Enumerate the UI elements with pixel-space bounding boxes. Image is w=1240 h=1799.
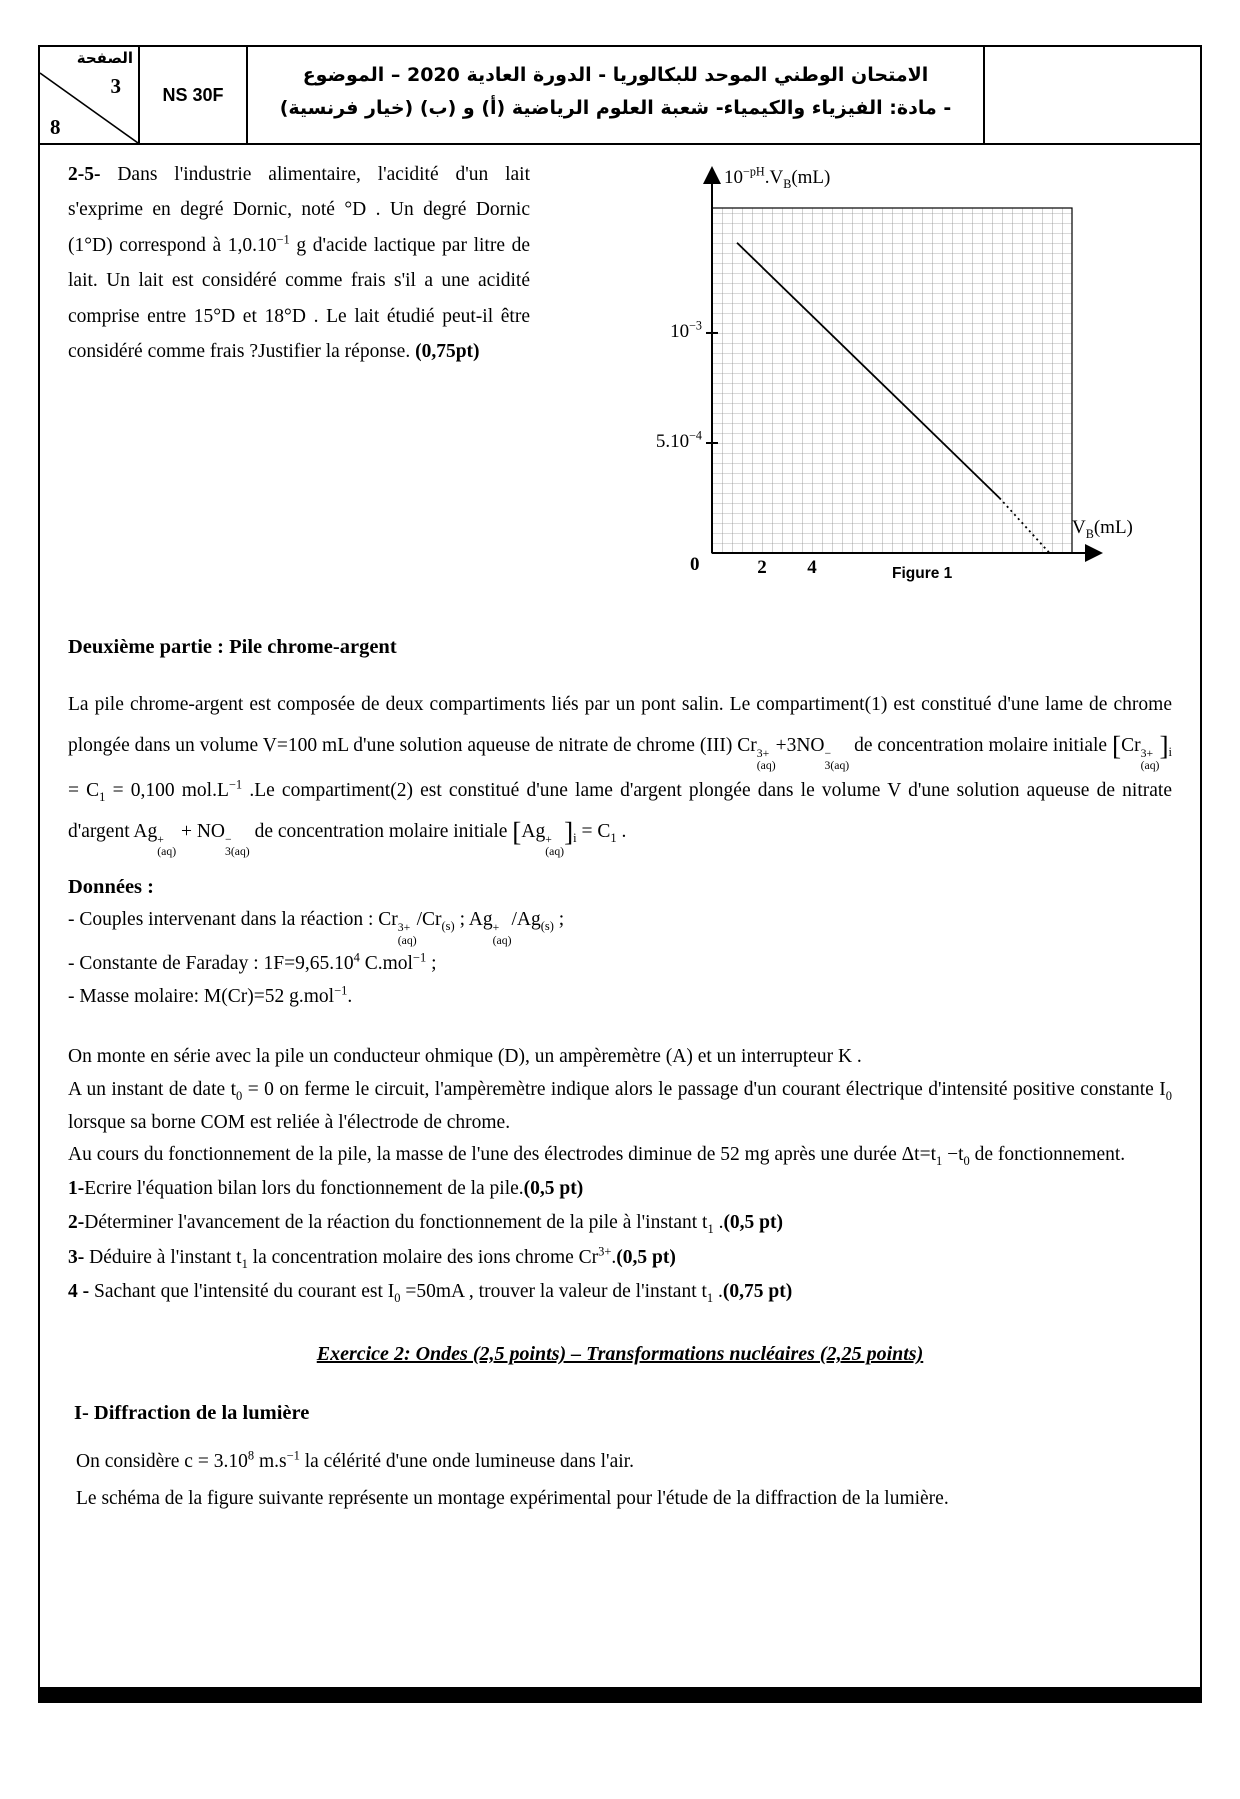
donnees-item-masse-molaire: - Masse molaire: M(Cr)=52 g.mol$^{-1}$. [68, 983, 353, 1007]
part2-paragraph-line1: On monte en série avec la pile un conducteur ohmique (D), un ampèremètre (A) et un interrupteur K . [68, 1046, 862, 1068]
part2-paragraph [68, 1041, 1172, 1172]
question-3: 3- Déduire à l'instant $t_1$ la concentration molaire des ions chrome $Cr^{3+}.(0,5$ pt) [68, 1244, 676, 1271]
part2-paragraph-line3: Au cours du fonctionnement de la pile, la masse de l'une des électrodes diminue de 52 mg après une durée $\Delta t=t_1 -t_0$ de fonctionnement. [68, 1144, 1126, 1169]
question-2-5: 2-5- Dans l'industrie alimentaire, l'acidité d'un lait s'exprime en degré Dornic, noté °D . Un degré Dornic (1°D) correspond à $1,0.10^{-1}$ g d'acide lactique par litre de lait. Un lait est considéré comme frais s'il a une acidité comprise entre 15°D et 18°D . Le lait étudié peut-il être considéré comme frais ?Justifier la réponse. (0,75pt) [68, 164, 530, 363]
figure1-x-axis-label: $V_B(mL)$ [1072, 517, 1133, 541]
figure1-y-tick-label-5e-4: $5.10^{-4}$ [655, 428, 702, 452]
question-2: 2-Déterminer l'avancement de la réaction du fonctionnement de la pile à l'instant $t_1$ .(0,5 pt) [68, 1212, 784, 1237]
donnees-item-faraday: - Constante de Faraday : $1F=9,65.10^4$ C.mol$^{-1}$ ; [68, 950, 437, 974]
part2-heading: Deuxième partie : Pile chrome-argent [68, 636, 397, 658]
part2-intro: La pile chrome-argent est composée de deux compartiments liés par un pont salin. Le compartiment(1) est constitué d'une lame de chrome plongée dans un volume V=100 mL d'une solution aqueuse de nitrate de chrome (III) Cr 3+ (aq) +3NO − 3(aq) de concentration molaire initiale [Cr 3+ (aq) ]$_i = C_1 = 0,100$ $mol.L^{-1}$ .Le compartiment(2) est constitué d'une lame d'argent plongée dans le volume V d'une solution aqueuse de nitrate d'argent Ag + (aq) + NO − 3(aq) de concentration molaire initiale [Ag + (aq) ]$_i = C_1$ . [68, 694, 1172, 859]
donnees-item-couples: - Couples intervenant dans la réaction : Cr 3+ (aq) $/Cr_{(s)}$ ; Ag + (aq) $/Ag_{(s)}$ ; [68, 909, 565, 947]
exam-title-line2: - مادة: الفيزياء والكيمياء- شعبة العلوم الرياضية (أ) و (ب) (خيار فرنسية) [279, 97, 952, 120]
question-1: 1-Ecrire l'équation bilan lors du fonctionnement de la pile.(0,5 pt) [68, 1178, 584, 1200]
bottom-rule [40, 1687, 1200, 1701]
figure1-x-tick-label-4: 4 [807, 557, 817, 578]
donnees-heading: Données : [68, 876, 154, 899]
exercise2-paragraph1: On considère $c = 3.10^8$ $m.s^{-1}$ la célérité d'une onde lumineuse dans l'air. [76, 1448, 634, 1473]
page-current-number: 3 [110, 74, 121, 98]
section-2-5-row [68, 153, 1172, 608]
header-empty-box [985, 47, 1200, 143]
exam-title [248, 47, 985, 143]
exam-page-frame [38, 45, 1202, 1703]
figure1-origin-label: 0 [690, 554, 700, 575]
figure1-grid [712, 208, 1072, 553]
content [40, 145, 1200, 1687]
page-box-label: الصفحة [76, 49, 133, 67]
figure1-x-tick-label-2: 2 [757, 557, 767, 578]
page-total-number: 8 [50, 115, 61, 139]
question-4: 4 - Sachant que l'intensité du courant est $I_0 =50mA$ , trouver la valeur de l'instant $t_1$ .(0,75 pt) [68, 1281, 793, 1305]
figure1-y-tick-label-1e-3: $10^{-3}$ [670, 318, 702, 342]
exercise2-heading: Exercice 2: Ondes (2,5 points) – Transformations nucléaires (2,25 points) [316, 1343, 924, 1366]
part2-paragraph-line2: A un instant de date $t_0 = 0$ on ferme le circuit, l'ampèremètre indique alors le passage d'un courant électrique d'intensité positive constante $I_0$ lorsque sa borne COM est reliée à l'électrode de chrome. [68, 1078, 1172, 1133]
figure1-y-axis-label: $10^{-pH}.V_B(mL)$ [724, 164, 831, 191]
header [40, 47, 1200, 145]
exam-title-line1: الامتحان الوطني الموحد للبكالوريا - الدورة العادية 2020 – الموضوع [302, 64, 929, 86]
figure1-plot [642, 153, 1142, 563]
exam-code: NS 30F [140, 47, 248, 143]
figure1 [642, 153, 1142, 608]
diffraction-heading: I- Diffraction de la lumière [74, 1402, 310, 1425]
figure1-caption: Figure 1 [892, 565, 953, 582]
page-number-box [40, 47, 140, 143]
exercise2-paragraph2: Le schéma de la figure suivante représente un montage expérimental pour l'étude de la diffraction de la lumière. [76, 1487, 949, 1509]
